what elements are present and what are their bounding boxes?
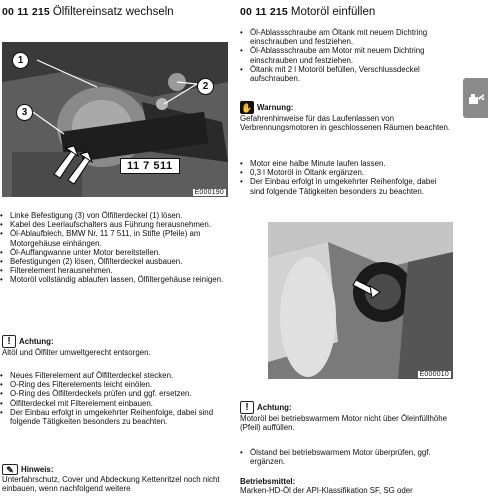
section-title: Ölfiltereinsatz wechseln (52, 6, 174, 18)
warnung-block (240, 101, 452, 132)
section-title: Motoröl einfüllen (290, 6, 376, 18)
steps-list-4 (240, 159, 452, 196)
oil-tank-illustration (268, 222, 453, 379)
list-item: • Linke Befestigung (3) von Ölfilterdeckel (1) lösen. (0, 211, 228, 220)
section-heading-oil-filter (2, 6, 174, 18)
oil-tank-photo (268, 222, 453, 379)
section-heading-oil-fill (240, 6, 375, 18)
betriebsmittel-label: Betriebsmittel: (240, 477, 296, 486)
list-item: • Motor eine halbe Minute laufen lassen. (240, 159, 452, 168)
note-icon: ✎ (2, 464, 18, 475)
warnung-heading (240, 101, 452, 114)
warnung-text: Gefahrenhinweise für das Laufenlassen von Verbrennungsmotoren in geschlossenen Räumen beachten. (240, 114, 451, 133)
callout-2: 2 (197, 78, 214, 95)
list-item: • Öltank mit 2 l Motoröl befüllen, Verschlussdeckel aufschrauben. (240, 65, 452, 83)
list-item: • O-Ring des Ölfilterdeckels prüfen und ggf. ersetzen. (0, 389, 228, 398)
list-item: • Öl-Ablassschraube am Öltank mit neuem Dichtring einschrauben und festziehen. (240, 28, 452, 46)
achtung-label: Achtung: (257, 402, 292, 412)
list-item: • Ölstand bei betriebswarmem Motor überprüfen, ggf. ergänzen. (240, 448, 452, 466)
achtung-heading (2, 335, 228, 348)
achtung-text: Motoröl bei betriebswarmem Motor nicht über Öleinfüllhöhe (Pfeil) auffüllen. (240, 414, 448, 433)
steps-list-5 (240, 448, 452, 466)
list-item: • Neues Filterelement auf Ölfilterdeckel stecken. (0, 371, 228, 380)
hinweis-heading (2, 464, 228, 475)
image-id: E000010 (419, 371, 449, 378)
hinweis-block (2, 464, 228, 493)
callout-3: 3 (16, 104, 33, 121)
engine-illustration (2, 42, 228, 197)
oil-can-tab-icon (466, 88, 486, 108)
list-item: • Der Einbau erfolgt in umgekehrter Reihenfolge, dabei sind folgende Tätigkeiten besonders zu beachten. (240, 177, 452, 195)
warning-icon: ! (2, 335, 16, 348)
hand-stop-icon: ✋ (241, 102, 253, 113)
betriebsmittel-text: Marken-HD-Öl der API-Klassifikation SF, SG oder (240, 486, 413, 496)
part-number-label: 11 7 511 (120, 158, 180, 174)
steps-list-2 (0, 371, 228, 426)
achtung-block (2, 335, 228, 357)
list-item: • Öl-Ablassschraube am Motor mit neuem Dichtring einschrauben und festziehen. (240, 46, 452, 64)
list-item: • Filterelement herausnehmen. (0, 266, 228, 275)
section-code: 00 11 215 (240, 6, 288, 18)
oil-can-tab (463, 78, 488, 118)
steps-list-3 (240, 28, 452, 83)
list-item: • Öl-Auffangwanne unter Motor bereitstellen. (0, 248, 228, 257)
list-item: • 0,3 l Motoröl in Öltank ergänzen. (240, 168, 452, 177)
list-item: • O-Ring des Filterelements leicht einölen. (0, 380, 228, 389)
warnung-label: Warnung: (257, 102, 294, 112)
oil-filter-photo (2, 42, 228, 197)
section-code: 00 11 215 (2, 6, 50, 18)
list-item: • Befestigungen (2) lösen, Ölfilterdeckel ausbauen. (0, 257, 228, 266)
list-item: • Öl-Ablaufblech, BMW Nr. 11 7 511, in Stifte (Pfeile) am Motorgehäuse einhängen. (0, 229, 228, 247)
steps-list-1 (0, 211, 228, 285)
hinweis-label: Hinweis: (21, 464, 54, 474)
list-item: • Ölfilterdeckel mit Filterelement einbauen. (0, 399, 228, 408)
image-id: E000190 (194, 189, 224, 196)
warning-icon: ! (240, 401, 254, 414)
achtung-text: Altöl und Ölfilter umweltgerecht entsorgen. (2, 348, 151, 357)
callout-1: 1 (12, 52, 29, 69)
list-item: • Der Einbau erfolgt in umgekehrter Reihenfolge, dabei sind folgende Tätigkeiten besonders zu beachten. (0, 408, 228, 426)
achtung-heading (240, 401, 452, 414)
list-item: • Motoröl vollständig ablaufen lassen, Ölfiltergehäuse reinigen. (0, 275, 228, 284)
achtung-block-right (240, 401, 452, 432)
hinweis-text: Unterfahrschutz, Cover und Abdeckung Kettenritzel noch nicht einbauen, wenn nachfolgend weitere (2, 475, 220, 494)
betriebsmittel-block (240, 477, 452, 495)
list-item: • Kabel des Leerlaufschalters aus Führung herausnehmen. (0, 220, 228, 229)
achtung-label: Achtung: (19, 336, 54, 346)
